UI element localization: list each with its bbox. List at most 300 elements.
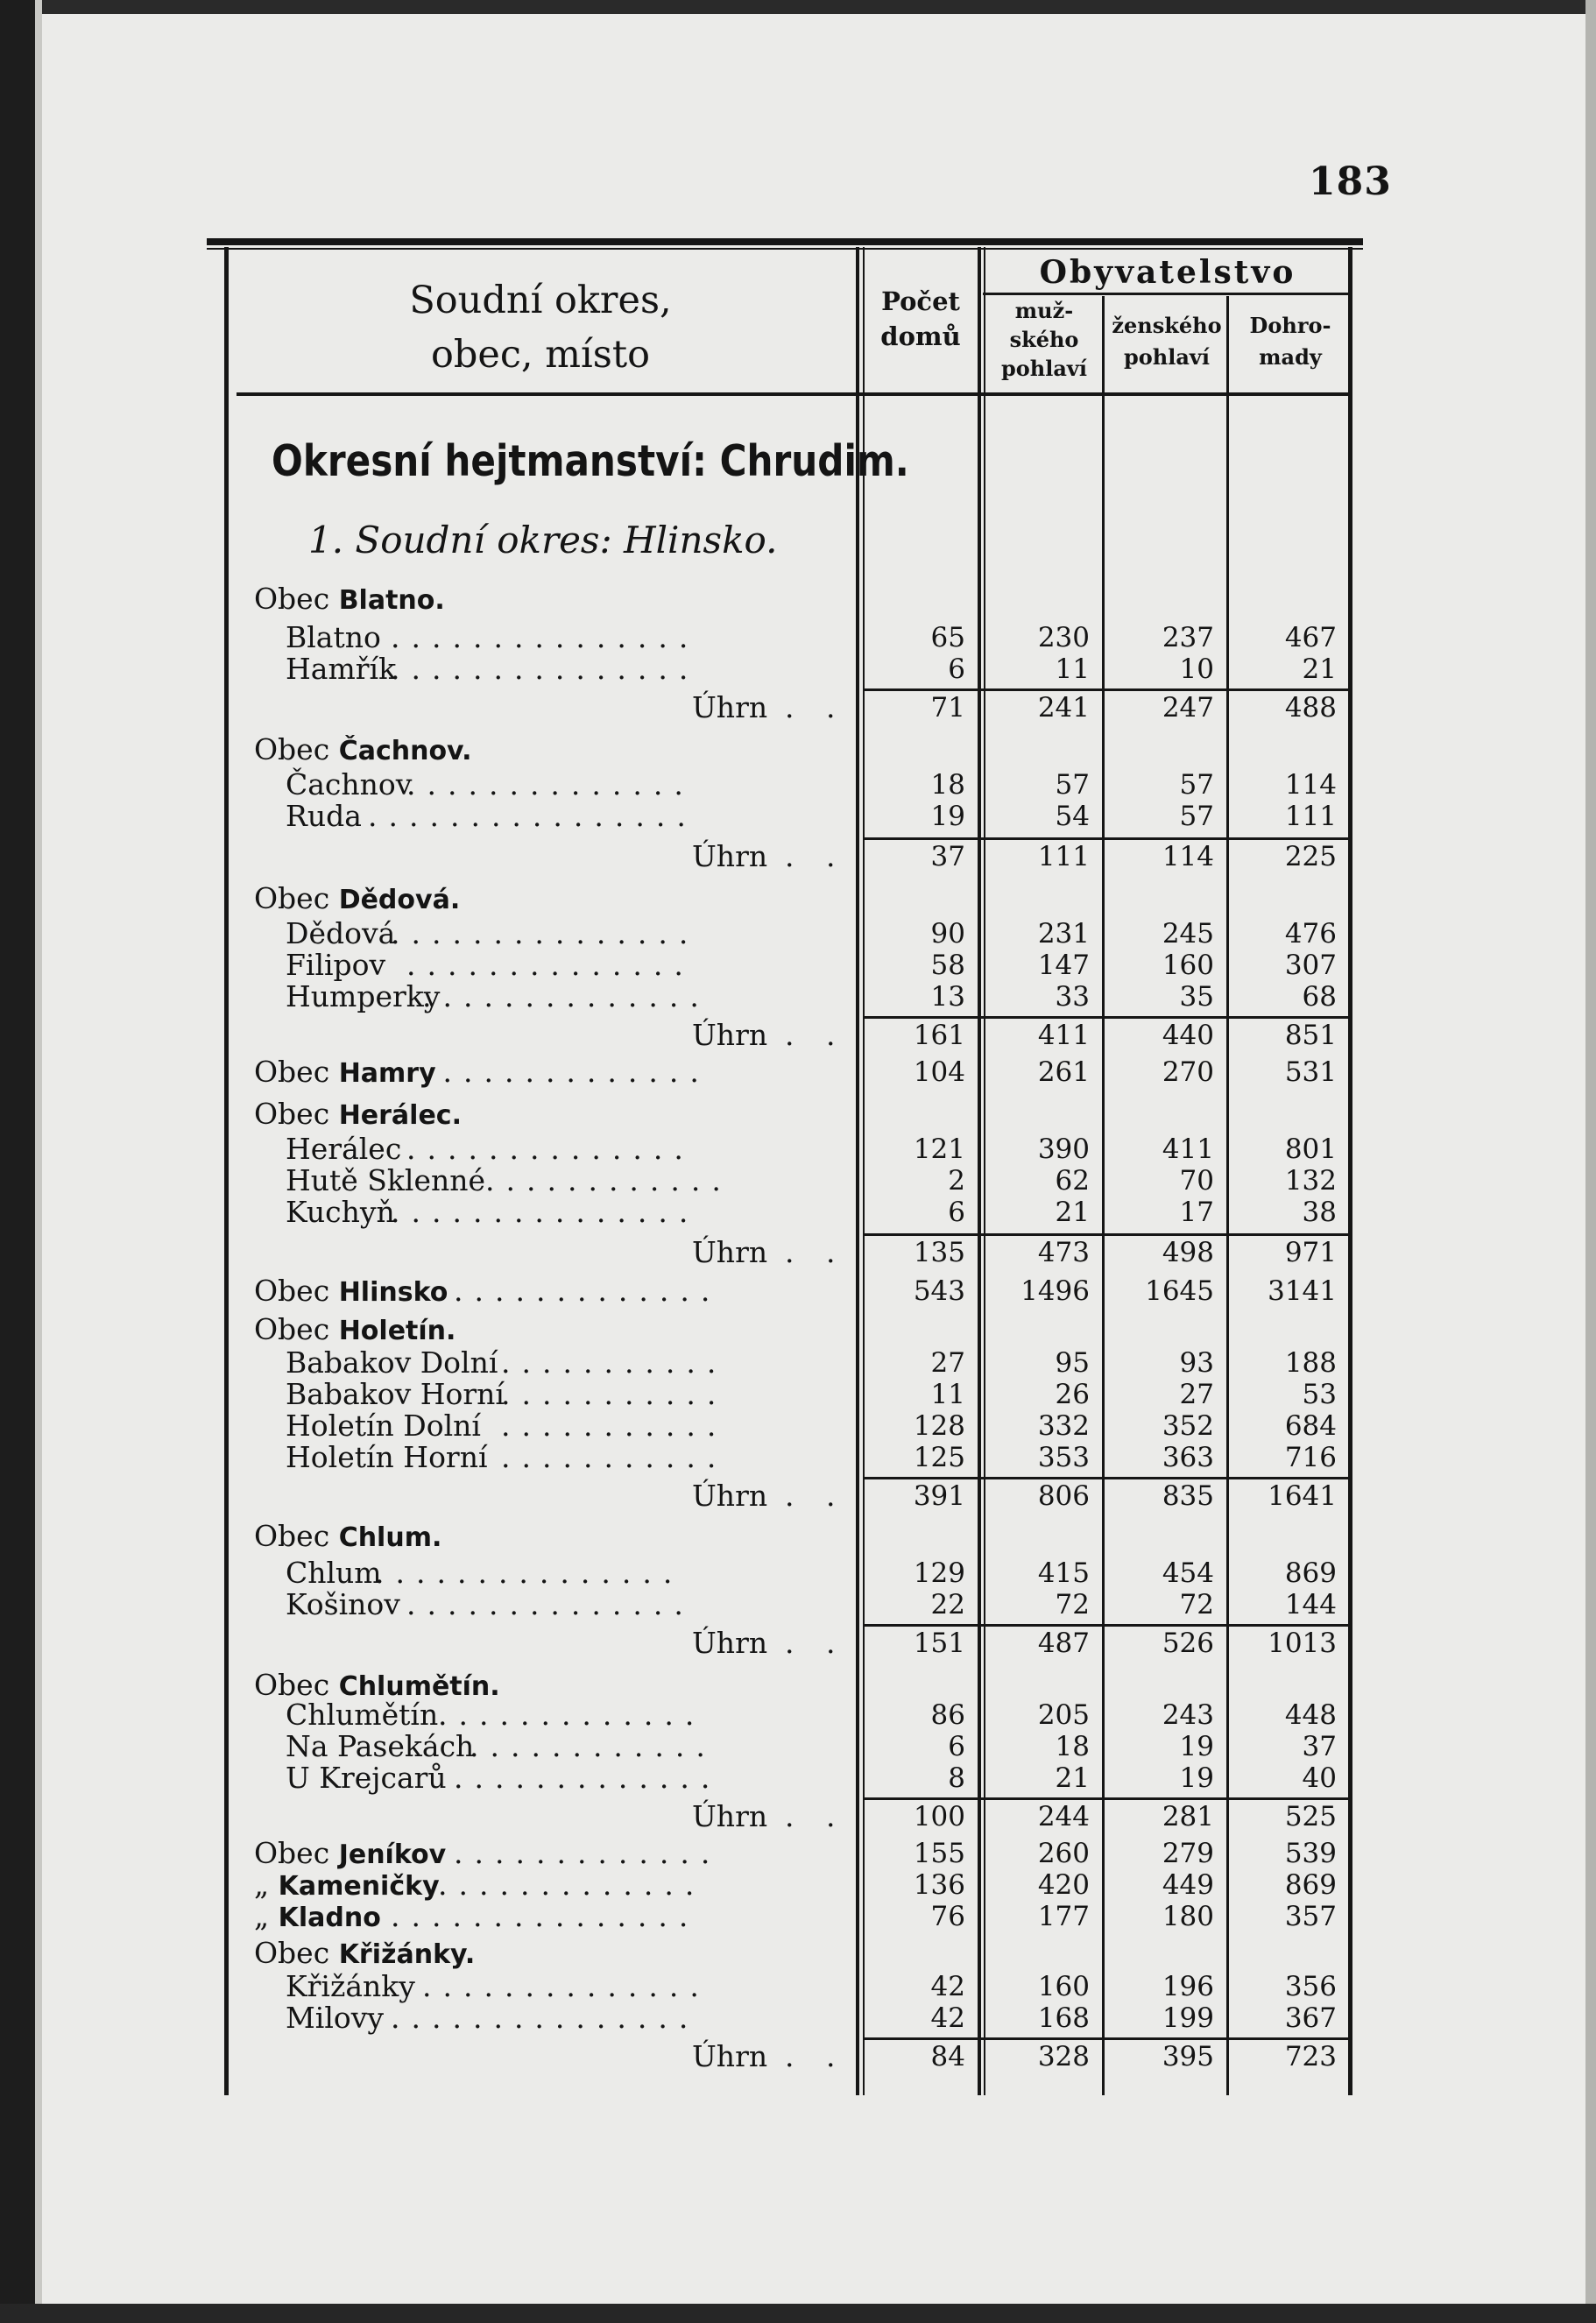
cell-total: 357 [1284,1901,1337,1932]
cell-total: 539 [1284,1838,1337,1869]
row-label-bold: Blatno. [338,585,445,616]
cell-male: 806 [1037,1480,1090,1512]
table-row [0,1379,1596,1410]
total-separator-rule [863,1624,1351,1627]
leader-dots: ............... [391,652,700,686]
cell-male: 487 [1037,1628,1090,1659]
row-label [286,1197,395,1228]
cell-male: 415 [1037,1557,1090,1589]
leader-dots: ............... [391,916,700,950]
row-label [286,1133,401,1165]
cell-houses: 42 [930,2002,965,2034]
row-label [286,1410,481,1442]
row-label [254,583,445,617]
cell-male: 420 [1037,1869,1090,1901]
row-label [286,622,381,653]
table-row [0,918,1596,950]
cell-houses: 136 [913,1869,965,1901]
leader-dots: ............. [454,1836,722,1870]
cell-houses: 125 [913,1442,965,1473]
table-row [0,1056,1596,1088]
row-label-bold: Hamry [338,1058,436,1089]
leader-dots: . . [785,1235,847,1269]
leader-dots: .............. [406,948,695,982]
section-title: Okresní hejtmanství: Chrudim. [272,436,909,486]
row-label [286,1731,474,1762]
cell-total: 144 [1284,1589,1337,1620]
table-row [0,1838,1596,1869]
cell-female: 196 [1162,1971,1214,2002]
table-row [0,1670,1596,1701]
cell-houses: 543 [913,1275,965,1307]
cell-male: 168 [1037,2002,1090,2034]
cell-male: 18 [1055,1731,1090,1762]
row-label-bold: Chlumětín. [338,1671,500,1702]
table-row [0,1314,1596,1345]
cell-female: 19 [1179,1762,1214,1794]
total-separator-rule [863,1477,1351,1479]
row-label-bold: Kameničky [278,1871,440,1902]
cell-total: 467 [1284,622,1337,653]
row-label-text: Milovy [286,2001,385,2035]
leader-dots: .............. [406,767,695,801]
cell-total: 488 [1284,692,1337,724]
page-edge-top [0,0,1596,14]
header-male-column [985,296,1103,383]
cell-female: 27 [1179,1379,1214,1410]
row-label-text: Úhrn [692,839,768,873]
cell-female: 114 [1162,841,1214,872]
cell-female: 199 [1162,2002,1214,2034]
section-subtitle: 1. Soudní okres: Hlinsko. [308,519,778,561]
row-label [286,653,396,685]
row-label-text: Holetín Horní [286,1440,488,1474]
row-label-text: Filipov [286,948,386,982]
table-top-rule [207,238,1363,245]
cell-male: 230 [1037,622,1090,653]
cell-female: 243 [1162,1699,1214,1731]
cell-total: 723 [1284,2041,1337,2072]
header-female-column [1105,310,1228,373]
header-name-line2: obec, místo [430,333,651,377]
row-label-text: Úhrn [692,2039,768,2073]
cell-female: 160 [1162,950,1214,981]
row-label-text: Babakov Horní [286,1377,505,1411]
cell-male: 473 [1037,1237,1090,1268]
table-row [0,1347,1596,1379]
row-label [254,1938,475,1971]
cell-total: 531 [1284,1056,1337,1088]
cell-female: 72 [1179,1589,1214,1620]
obyv-underline [983,293,1351,295]
leader-dots: ............. [454,1274,722,1308]
header-female-line2: pohlaví [1124,344,1210,370]
row-label-bold: Chlum. [338,1522,442,1553]
row-label-text: Herálec [286,1132,402,1166]
cell-female: 180 [1162,1901,1214,1932]
cell-total: 53 [1302,1379,1337,1410]
table-row [0,1699,1596,1731]
cell-houses: 37 [930,841,965,872]
table-row-total [0,1480,1596,1512]
leader-dots: .............. [406,1587,695,1621]
cell-female: 363 [1162,1442,1214,1473]
row-label-text: Chlum [286,1556,382,1590]
cell-female: 237 [1162,622,1214,653]
leader-dots: . . [785,1626,847,1660]
row-label-bold: Čachnov. [338,736,472,766]
row-label-text: Obec [254,1519,339,1553]
table-row [0,981,1596,1013]
row-label [254,734,472,767]
page-edge-bottom [0,2304,1596,2323]
row-label-text: Kuchyň [286,1195,395,1229]
cell-total: 132 [1284,1165,1337,1197]
cell-total: 21 [1302,653,1337,685]
row-label-text: Obec [254,1312,339,1346]
row-label-text: Obec [254,1936,339,1970]
header-population: Obyvatelstvo [1039,254,1296,291]
table-row [0,1731,1596,1762]
total-separator-rule [863,1016,1351,1019]
row-label-text: Úhrn [692,1018,768,1052]
total-separator-rule [863,1797,1351,1800]
cell-male: 241 [1037,692,1090,724]
cell-total: 1641 [1268,1480,1337,1512]
table-row [0,801,1596,832]
cell-total: 307 [1284,950,1337,981]
cell-male: 62 [1055,1165,1090,1197]
cell-male: 390 [1037,1133,1090,1165]
row-label [286,2002,384,2034]
table-row [0,1762,1596,1794]
row-total-label [692,1628,767,1659]
cell-houses: 22 [930,1589,965,1620]
table-row [0,1133,1596,1165]
cell-male: 57 [1055,769,1090,801]
row-label [286,1589,400,1620]
header-houses-line2: domů [880,321,961,351]
page-number: 183 [1309,159,1392,204]
row-label-text: Obec [254,1097,339,1131]
total-separator-rule [863,2037,1351,2040]
leader-dots: . . [785,1018,847,1052]
cell-male: 33 [1055,981,1090,1013]
cell-houses: 151 [913,1628,965,1659]
cell-male: 11 [1055,653,1090,685]
cell-total: 716 [1284,1442,1337,1473]
cell-total: 3141 [1268,1275,1337,1307]
row-label [286,1379,505,1410]
row-label-text: Úhrn [692,1799,768,1833]
table-row [0,769,1596,801]
row-label-text: Babakov Dolní [286,1345,498,1380]
row-label [286,1971,415,2002]
leader-dots: ............... [391,2001,700,2035]
cell-total: 68 [1302,981,1337,1013]
cell-total: 111 [1284,801,1337,832]
cell-total: 851 [1284,1020,1337,1051]
cell-total: 1013 [1268,1628,1337,1659]
cell-houses: 90 [930,918,965,950]
cell-houses: 6 [948,653,965,685]
cell-female: 454 [1162,1557,1214,1589]
row-label-text: Obec [254,582,339,616]
cell-male: 54 [1055,801,1090,832]
cell-total: 367 [1284,2002,1337,2034]
cell-total: 40 [1302,1762,1337,1794]
cell-houses: 8 [948,1762,965,1794]
header-total-line2: mady [1259,344,1322,370]
cell-male: 21 [1055,1762,1090,1794]
table-row [0,1098,1596,1130]
table-row [0,583,1596,615]
cell-male: 328 [1037,2041,1090,2072]
row-label [286,1762,447,1794]
table-row-total [0,1628,1596,1659]
row-label [286,801,362,832]
row-label-bold: Křižánky. [338,1939,476,1970]
row-label-text: Čachnov [286,767,413,801]
row-label-text: Chlumětín [286,1698,439,1732]
cell-houses: 100 [913,1801,965,1832]
row-total-label [692,692,767,724]
table-row [0,1971,1596,2002]
cell-male: 26 [1055,1379,1090,1410]
cell-female: 411 [1162,1133,1214,1165]
row-label [286,1699,438,1731]
leader-dots: ............... [391,1899,700,1933]
row-label-bold: Jeníkov [338,1839,447,1870]
row-label-text: Obec [254,1836,339,1870]
leader-dots: . . [785,1479,847,1513]
cell-female: 70 [1179,1165,1214,1197]
cell-houses: 6 [948,1731,965,1762]
row-label-text: Křižánky [286,1969,415,2003]
row-label-text: Hamřík [286,652,397,686]
row-label [286,1347,498,1379]
row-label-text: Úhrn [692,1479,768,1513]
cell-male: 1496 [1020,1275,1090,1307]
leader-dots: ............... [391,620,700,654]
cell-male: 160 [1037,1971,1090,2002]
cell-female: 57 [1179,769,1214,801]
cell-female: 57 [1179,801,1214,832]
header-male-line1: muž- [1014,298,1074,323]
cell-female: 498 [1162,1237,1214,1268]
leader-dots: ............... [375,1556,684,1590]
cell-houses: 86 [930,1699,965,1731]
header-name-column [230,273,851,382]
row-label-text: Obec [254,1274,339,1308]
cell-houses: 65 [930,622,965,653]
row-label-text: Blatno [286,620,381,654]
cell-female: 19 [1179,1731,1214,1762]
cell-male: 332 [1037,1410,1090,1442]
row-label [286,981,440,1013]
table-row-total [0,2041,1596,2072]
cell-total: 356 [1284,1971,1337,2002]
cell-houses: 129 [913,1557,965,1589]
leader-dots: ........... [501,1409,728,1443]
cell-total: 188 [1284,1347,1337,1379]
table-row [0,1901,1596,1932]
leader-dots: . . [785,1799,847,1833]
cell-male: 260 [1037,1838,1090,1869]
table-row [0,622,1596,653]
cell-female: 279 [1162,1838,1214,1869]
leader-dots: ............ [485,1163,732,1197]
cell-total: 37 [1302,1731,1337,1762]
row-total-label [692,1801,767,1832]
cell-female: 281 [1162,1801,1214,1832]
row-label [254,1098,462,1132]
total-separator-rule [863,688,1351,691]
cell-total: 525 [1284,1801,1337,1832]
cell-total: 225 [1284,841,1337,872]
header-houses-line1: Počet [881,286,960,316]
cell-male: 244 [1037,1801,1090,1832]
row-label [286,950,385,981]
cell-houses: 11 [930,1379,965,1410]
row-label [286,1165,485,1197]
header-bottom-rule [237,392,1351,396]
row-label-text: Košinov [286,1587,400,1621]
header-male-line2: ského [1009,327,1079,352]
row-label [254,1521,441,1554]
cell-total: 869 [1284,1557,1337,1589]
cell-total: 476 [1284,918,1337,950]
row-label-text: Ruda [286,799,362,833]
leader-dots: ............. [454,1761,722,1795]
row-label-text: Úhrn [692,1235,768,1269]
cell-male: 21 [1055,1197,1090,1228]
cell-total: 971 [1284,1237,1337,1268]
row-label-text: Obec [254,881,339,915]
leader-dots: . . [785,839,847,873]
cell-female: 395 [1162,2041,1214,2072]
header-name-line1: Soudní okres, [409,279,672,322]
cell-female: 352 [1162,1410,1214,1442]
row-label-text: „ [254,1899,279,1933]
cell-male: 111 [1037,841,1090,872]
table-row [0,1410,1596,1442]
leader-dots: ............. [438,1868,706,1902]
leader-dots: ................ [368,799,697,833]
cell-male: 353 [1037,1442,1090,1473]
cell-total: 869 [1284,1869,1337,1901]
leader-dots: ............. [438,1698,706,1732]
row-label-text: Obec [254,1055,339,1089]
row-label [286,1557,382,1589]
table-row [0,2002,1596,2034]
leader-dots: .............. [422,1055,710,1089]
leader-dots: ............... [391,1195,700,1229]
row-label-text: Hutě Sklenné [286,1163,486,1197]
cell-houses: 27 [930,1347,965,1379]
row-label [286,918,395,950]
cell-houses: 155 [913,1838,965,1869]
cell-female: 247 [1162,692,1214,724]
header-male-line3: pohlaví [1001,356,1087,381]
cell-male: 72 [1055,1589,1090,1620]
cell-houses: 2 [948,1165,965,1197]
row-label [254,1869,440,1903]
row-label-bold: Holetín. [338,1316,456,1346]
row-total-label [692,841,767,872]
table-row-total [0,692,1596,724]
leader-dots: ........... [501,1440,728,1474]
row-label-text: Holetín Dolní [286,1409,481,1443]
row-label-text: Obec [254,1668,339,1702]
header-total-column [1230,310,1351,373]
cell-male: 231 [1037,918,1090,950]
row-label-bold: Kladno [278,1903,381,1933]
cell-houses: 58 [930,950,965,981]
cell-male: 95 [1055,1347,1090,1379]
cell-houses: 84 [930,2041,965,2072]
row-label [286,769,412,801]
cell-houses: 128 [913,1410,965,1442]
leader-dots: ........... [501,1345,728,1380]
row-label-bold: Dědová. [338,885,461,915]
cell-houses: 42 [930,1971,965,2002]
row-label [254,1838,446,1871]
cell-houses: 18 [930,769,965,801]
leader-dots: ........... [501,1377,728,1411]
table-row [0,1165,1596,1197]
table-row-total [0,1020,1596,1051]
cell-total: 38 [1302,1197,1337,1228]
row-label-text: Humperky [286,979,441,1013]
cell-male: 147 [1037,950,1090,981]
cell-houses: 19 [930,801,965,832]
table-row [0,734,1596,766]
cell-total: 448 [1284,1699,1337,1731]
row-label [254,1275,448,1309]
row-total-label [692,1237,767,1268]
row-label-text: U Krejcarů [286,1761,447,1795]
cell-houses: 13 [930,981,965,1013]
cell-female: 526 [1162,1628,1214,1659]
table-row [0,1557,1596,1589]
cell-houses: 6 [948,1197,965,1228]
cell-female: 35 [1179,981,1214,1013]
table-row [0,883,1596,914]
row-label-bold: Hlinsko [338,1277,448,1308]
leader-dots: .............. [422,1969,710,2003]
cell-female: 17 [1179,1197,1214,1228]
row-total-label [692,1480,767,1512]
table-row-total [0,1801,1596,1832]
cell-houses: 104 [913,1056,965,1088]
cell-houses: 71 [930,692,965,724]
table-row-total [0,841,1596,872]
row-label-text: Dědová [286,916,396,950]
row-total-label [692,2041,767,2072]
cell-houses: 391 [913,1480,965,1512]
table-row [0,1442,1596,1473]
header-houses-column [863,284,978,354]
cell-female: 245 [1162,918,1214,950]
cell-houses: 76 [930,1901,965,1932]
cell-female: 1645 [1145,1275,1214,1307]
table-row [0,1521,1596,1552]
row-label [286,1442,488,1473]
row-label-text: „ [254,1868,279,1902]
cell-houses: 121 [913,1133,965,1165]
total-separator-rule [863,1233,1351,1236]
